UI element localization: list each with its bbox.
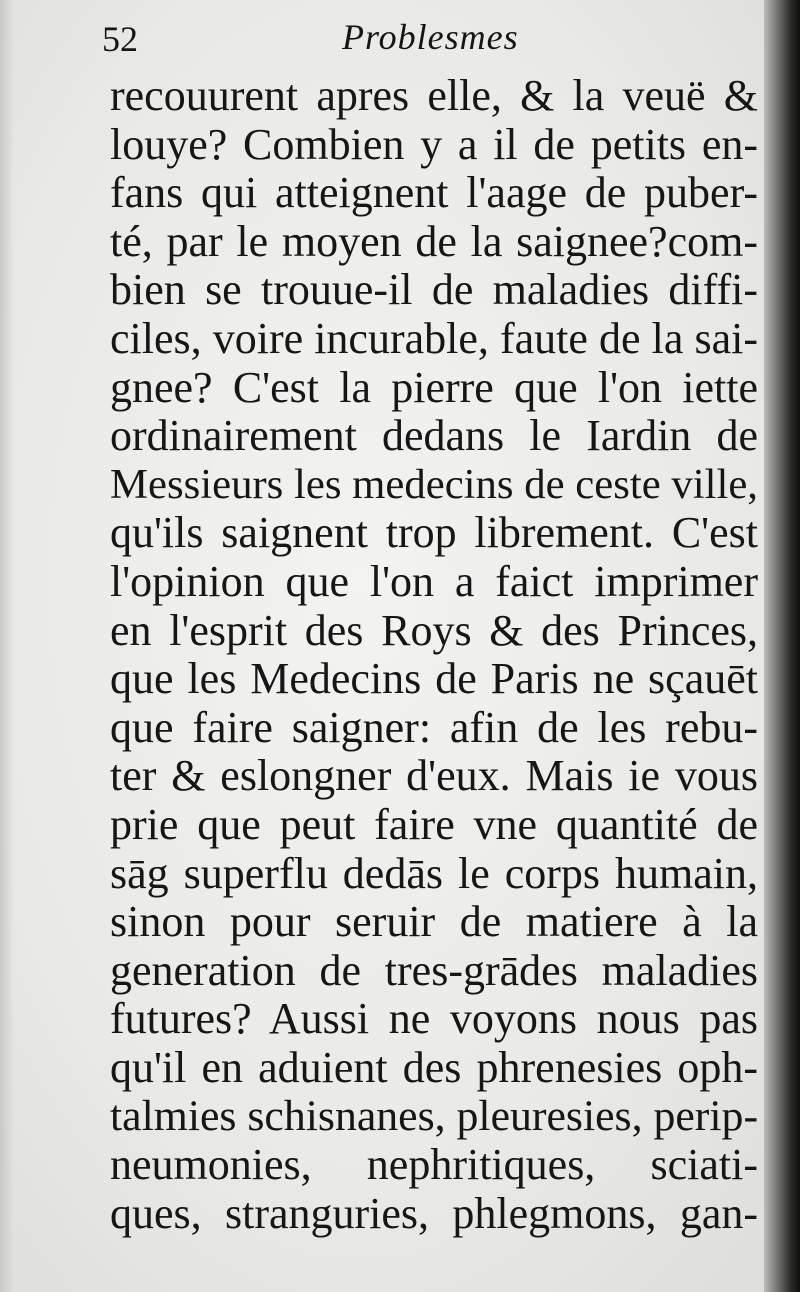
text-line: té, par le moyen de la saignee?com- — [110, 216, 758, 266]
text-line: gnee? C'est la pierre que l'on iette — [110, 362, 758, 412]
running-head: Problesmes — [342, 17, 519, 57]
text-line: fans qui atteignent l'aage de puber- — [110, 168, 758, 218]
body-text — [110, 72, 758, 1238]
text-line: talmies schisnanes, pleuresies, perip- — [110, 1092, 759, 1141]
text-line: recouurent apres elle, & la veuë & — [110, 71, 758, 120]
text-line: louye? Combien y a il de petits en- — [110, 119, 758, 169]
text-line: qu'ils saignent trop librement. C'est — [110, 508, 758, 558]
text-line: bien se trouue-il de maladies diffi- — [110, 265, 758, 315]
text-line: ordinairement dedans le Iardin de — [110, 411, 758, 461]
text-line: en l'esprit des Roys & des Princes, — [110, 605, 758, 655]
text-line: neumonies, nephritiques, sciati- — [110, 1140, 758, 1190]
text-line: que les Medecins de Paris ne sçauēt — [110, 654, 758, 704]
text-line: l'opinion que l'on a faict imprimer — [110, 556, 758, 606]
book-spine-shadow — [764, 0, 800, 1292]
text-line: prie que peut faire vne quantité de — [110, 799, 758, 849]
text-line: sinon pour seruir de matiere à la — [110, 897, 758, 947]
text-line: ciles, voire incurable, faute de la sai- — [110, 313, 758, 363]
page-number: 52 — [102, 19, 138, 59]
text-line: Messieurs les medecins de ceste ville, — [110, 460, 758, 508]
text-line: futures? Aussi ne voyons nous pas — [110, 994, 758, 1044]
text-line: generation de tres-grādes maladies — [110, 945, 758, 995]
page-edge-shadow — [0, 0, 14, 1292]
text-line: sāg superflu dedās le corps humain, — [110, 848, 758, 898]
text-line: ques, stranguries, phlegmons, gan- — [110, 1188, 758, 1238]
text-line: que faire saigner: afin de les rebu- — [110, 702, 758, 752]
text-line: ter & eslongner d'eux. Mais ie vous — [110, 751, 758, 801]
text-line: qu'il en aduient des phrenesies oph- — [110, 1042, 758, 1092]
